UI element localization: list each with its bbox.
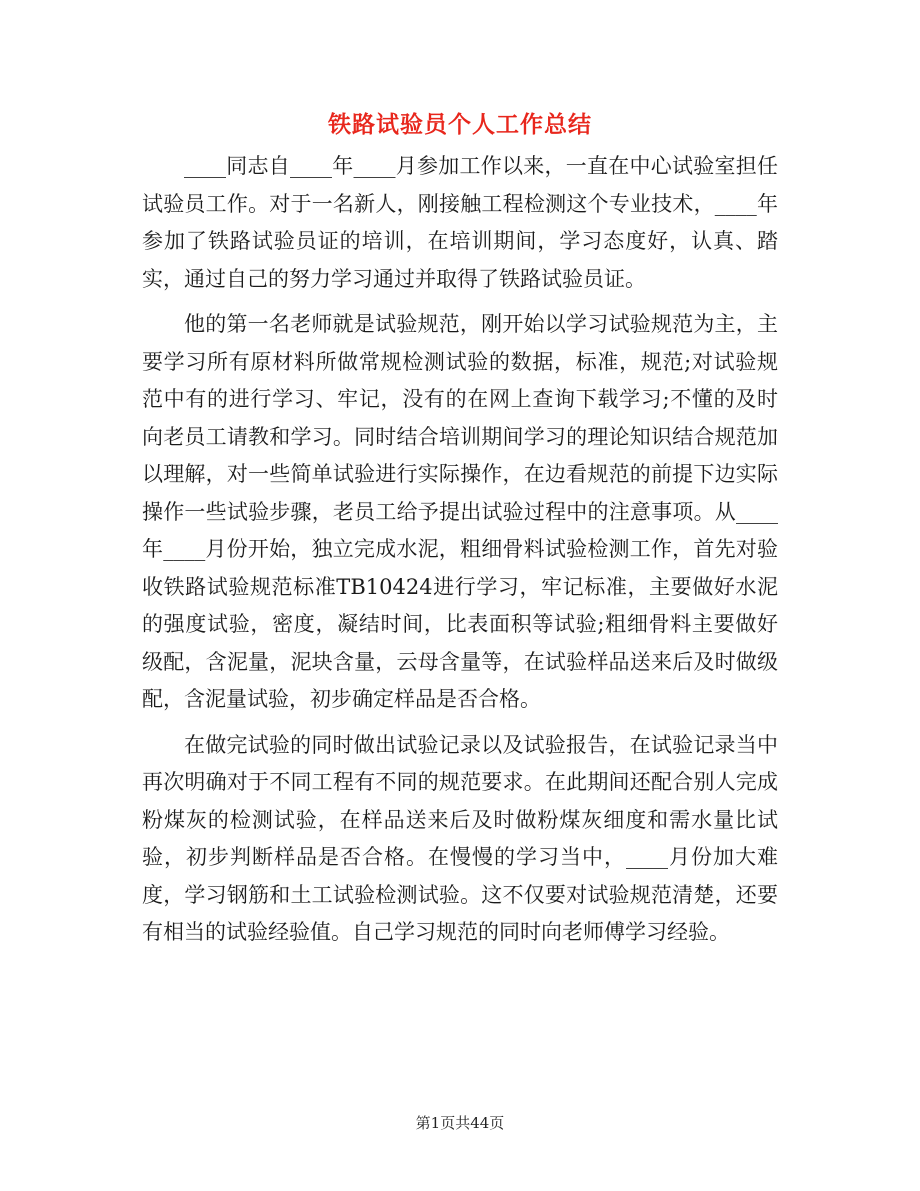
paragraph-1: ____同志自____年____月参加工作以来，一直在中心试验室担任试验员工作。对于一名新人，刚接触工程检测这个专业技术，____年参加了铁路试验员证的培训，在培训期间，学习态度好，认真、踏实，通过自己的努力学习通过并取得了铁路试验员证。 <box>142 154 778 291</box>
paragraph-2: 他的第一名老师就是试验规范，刚开始以学习试验规范为主，主要学习所有原材料所做常规检测试验的数据，标准，规范;对试验规范中有的进行学习、牢记，没有的在网上查询下载学习;不懂的及时向老员工请教和学习。同时结合培训期间学习的理论知识结合规范加以理解，对一些简单试验进行实际操作，在边看规范的前提下边实际操作一些试验步骤，老员工给予提出试验过程中的注意事项。从____年____月份开始，独立完成水泥，粗细骨料试验检测工作，首先对验收铁路试验规范标准TB10424进行学习，牢记标准，主要做好水泥的强度试验，密度，凝结时间，比表面积等试验;粗细骨料主要做好级配，含泥量，泥块含量，云母含量等，在试验样品送来后及时做级配，含泥量试验，初步确定样品是否合格。 <box>142 312 778 711</box>
document-body <box>142 148 778 952</box>
document-title: 铁路试验员个人工作总结 <box>328 111 592 138</box>
page-number-footer: 第1页共44页 <box>415 1114 505 1132</box>
paragraph-3: 在做完试验的同时做出试验记录以及试验报告，在试验记录当中再次明确对于不同工程有不同的规范要求。在此期间还配合别人完成粉煤灰的检测试验，在样品送来后及时做粉煤灰细度和需水量比试验，初步判断样品是否合格。在慢慢的学习当中，____月份加大难度，学习钢筋和土工试验检测试验。这不仅要对试验规范清楚，还要有相当的试验经验值。自己学习规范的同时向老师傅学习经验。 <box>142 732 778 944</box>
